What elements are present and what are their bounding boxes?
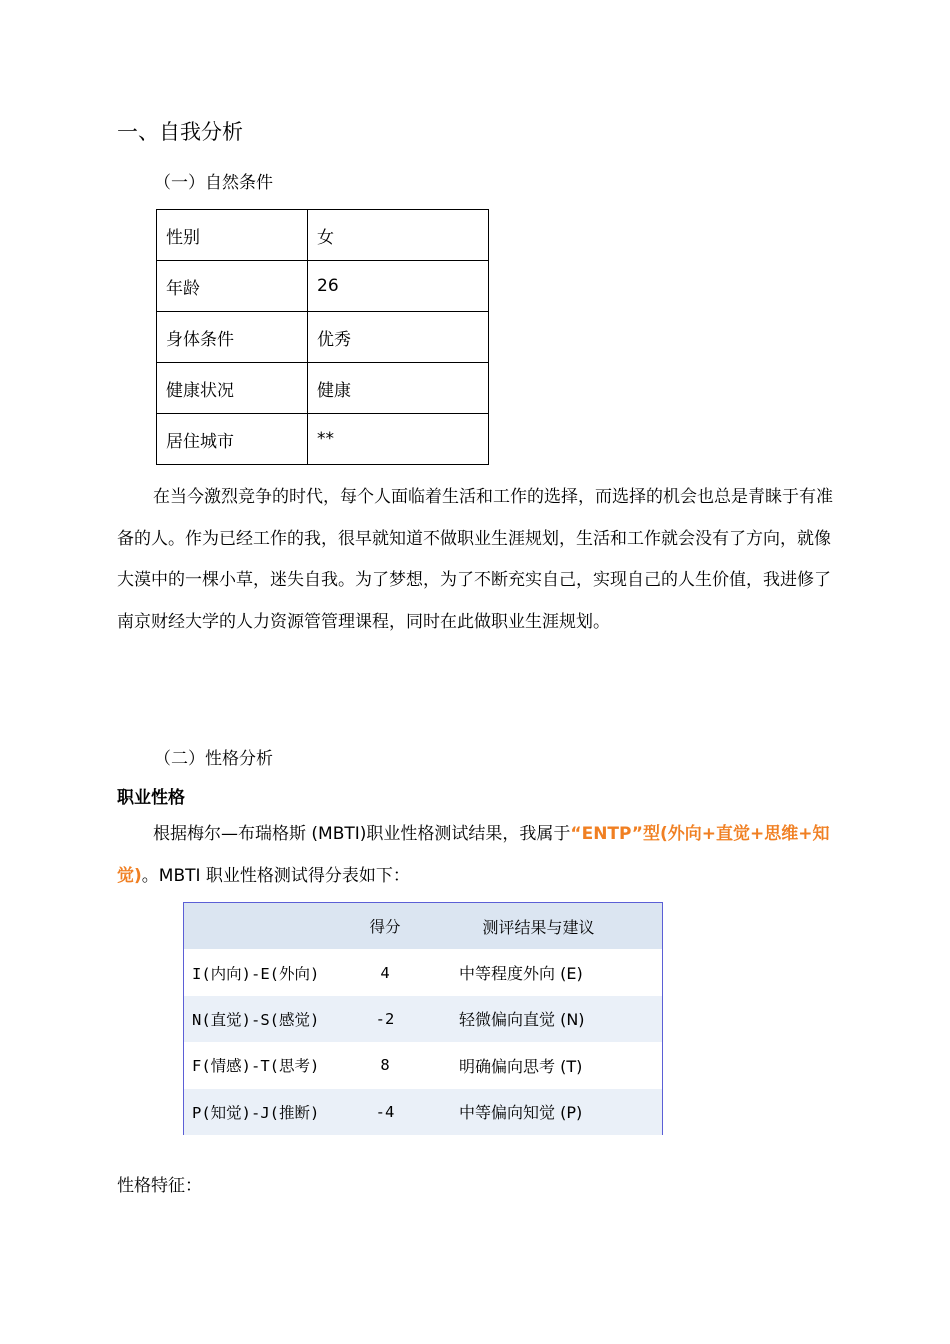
table-row	[157, 312, 489, 363]
result-cell: 中等偏向知觉 (P)	[415, 1089, 662, 1135]
result-cell: 明确偏向思考 (T)	[459, 1056, 583, 1076]
subsection-title-personality: （二）性格分析	[154, 749, 273, 769]
basic-info-table	[156, 209, 489, 465]
dimension-cell: F(情感)-T(思考)	[192, 1057, 320, 1076]
dimension-cell: N(直觉)-S(感觉)	[184, 996, 355, 1042]
table-row	[157, 414, 489, 465]
label-cell: 性别	[157, 210, 308, 261]
table-row	[157, 363, 489, 414]
score-cell: -2	[355, 996, 415, 1042]
mbti-score-table-frame	[183, 902, 663, 1135]
table-row	[157, 261, 489, 312]
label-cell: 居住城市	[157, 414, 308, 465]
career-personality-heading: 职业性格	[117, 788, 185, 808]
value-cell: 女	[308, 210, 489, 261]
label-cell: 身体条件	[157, 312, 308, 363]
header-result: 测评结果与建议	[415, 903, 662, 949]
mbti-intro-text-end: 。MBTI 职业性格测试得分表如下：	[141, 865, 410, 886]
value-cell: 健康	[308, 363, 489, 414]
value-cell: 26	[308, 261, 489, 312]
score-cell: 4	[380, 963, 390, 982]
mbti-type-highlight: “ENTP”型(外向+直觉+思维+知觉)	[117, 824, 830, 886]
header-dimension	[184, 903, 355, 949]
result-cell: 中等程度外向 (E)	[459, 964, 583, 984]
dimension-cell: P(知觉)-J(推断)	[184, 1089, 355, 1135]
mbti-intro-text: 根据梅尔—布瑞格斯 (MBTI)职业性格测试结果，我属于	[153, 824, 571, 844]
header-score: 得分	[355, 903, 415, 949]
value-cell: 优秀	[308, 312, 489, 363]
dimension-cell: I(内向)-E(外向)	[192, 964, 320, 983]
result-cell: 轻微偏向直觉 (N)	[415, 996, 662, 1042]
label-cell: 年龄	[157, 261, 308, 312]
score-cell: 8	[380, 1056, 390, 1075]
mbti-score-table	[184, 903, 662, 1135]
table-header-row	[184, 903, 662, 949]
mbti-intro-paragraph	[117, 814, 839, 897]
table-row	[184, 1089, 662, 1135]
table-row	[157, 210, 489, 261]
score-cell: -4	[355, 1089, 415, 1135]
table-row	[184, 1042, 662, 1088]
intro-paragraph: 在当今激烈竞争的时代，每个人面临着生活和工作的选择，而选择的机会也总是青睐于有准备的人。作为已经工作的我，很早就知道不做职业生涯规划，生活和工作就会没有了方向，就像大漠中的一棵小草，迷失自我。为了梦想，为了不断充实自己，实现自己的人生价值，我进修了南京财经大学的人力资源管管理课程，同时在此做职业生涯规划。	[117, 487, 833, 632]
table-row	[184, 996, 662, 1042]
traits-label: 性格特征：	[117, 1176, 202, 1196]
label-cell: 健康状况	[157, 363, 308, 414]
table-row	[184, 949, 662, 995]
value-cell: **	[308, 414, 489, 465]
section-title: 一、自我分析	[117, 120, 243, 144]
subsection-title-natural-conditions: （一）自然条件	[154, 173, 273, 193]
